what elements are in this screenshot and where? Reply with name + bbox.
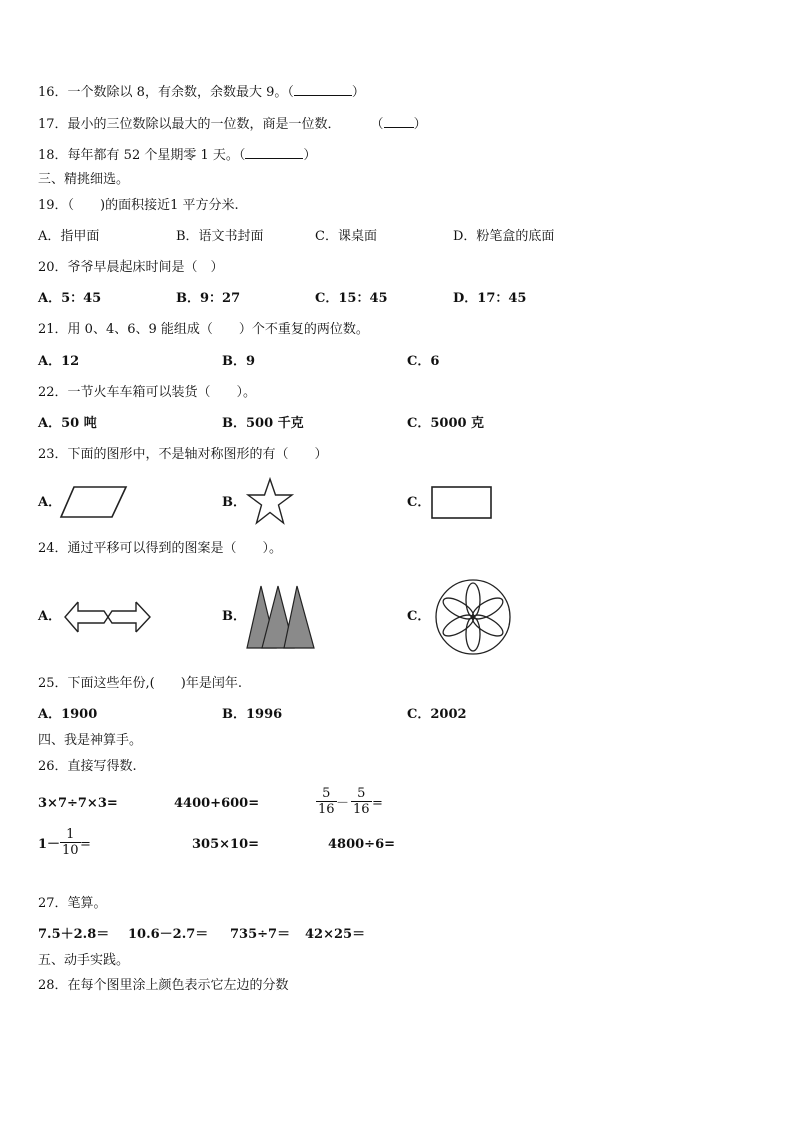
q21-option-b[interactable]: B．9	[222, 354, 256, 369]
q19-option-a[interactable]: A．指甲面	[38, 229, 100, 244]
question-21-text: 21．用 0、4、6、9 能组成（ ）个不重复的两位数。	[38, 322, 369, 337]
question-25-text: 25．下面这些年份,( )年是闰年.	[38, 676, 242, 691]
question-19-text: 19．（ )的面积接近1 平方分米.	[38, 198, 239, 213]
section-3-heading: 三、精挑细选。	[38, 172, 130, 187]
question-28-text: 28．在每个图里涂上颜色表示它左边的分数	[38, 978, 289, 993]
fraction: $\frac{5}{16}$	[353, 786, 370, 817]
calc-expr-5: 305×10=	[192, 837, 260, 852]
fraction: $\frac{1}{10}$	[62, 827, 79, 858]
circle-flower-pattern	[431, 578, 515, 656]
q21-option-c[interactable]: C．6	[407, 354, 440, 369]
q19-option-b[interactable]: B．语文书封面	[176, 229, 264, 244]
q20-option-b[interactable]: B．9：27	[176, 291, 241, 306]
section-4-heading: 四、我是神算手。	[38, 733, 143, 748]
question-18-text: 18．每年都有 52 个星期零 1 天。（	[38, 148, 246, 163]
q22-option-a[interactable]: A．50 吨	[38, 416, 97, 431]
question-24-text: 24．通过平移可以得到的图案是（ ）。	[38, 541, 283, 556]
q23-option-b[interactable]: B．	[222, 495, 246, 510]
star-shape	[246, 478, 294, 526]
section-5-heading: 五、动手实践。	[38, 953, 130, 968]
rectangle-shape	[431, 486, 493, 520]
q24-option-b[interactable]: B．	[222, 609, 246, 624]
question-16: 16．一个数除以 8，有余数，余数最大 9。（ ）	[38, 85, 365, 100]
answer-blank[interactable]	[384, 115, 414, 128]
question-26-text: 26．直接写得数.	[38, 759, 137, 774]
q20-option-a[interactable]: A．5：45	[38, 291, 102, 306]
q25-option-b[interactable]: B．1996	[222, 707, 283, 722]
fraction: $\frac{5}{16}$	[318, 786, 335, 817]
answer-blank[interactable]	[294, 83, 352, 96]
written-calc-2: 10.6－2.7＝	[128, 927, 209, 942]
q21-option-a[interactable]: A．12	[38, 354, 80, 369]
q20-option-d[interactable]: D．17：45	[453, 291, 527, 306]
question-23-text: 23．下面的图形中，不是轴对称图形的有（ ）	[38, 447, 328, 462]
q25-option-a[interactable]: A．1900	[38, 707, 98, 722]
double-arrow-pattern	[64, 600, 152, 634]
q24-option-c[interactable]: C．	[407, 609, 431, 624]
q22-option-b[interactable]: B．500 千克	[222, 416, 304, 431]
q19-option-c[interactable]: C．课桌面	[315, 229, 377, 244]
q23-option-c[interactable]: C．	[407, 495, 431, 510]
answer-blank[interactable]	[245, 146, 303, 159]
calc-expr-2: 4400+600=	[174, 796, 260, 811]
q23-option-a[interactable]: A．	[38, 495, 62, 510]
question-16-text: 16．一个数除以 8，有余数，余数最大 9。（	[38, 85, 294, 100]
q20-option-c[interactable]: C．15：45	[315, 291, 388, 306]
parallelogram-shape	[60, 486, 128, 520]
q19-option-d[interactable]: D．粉笔盒的底面	[453, 229, 555, 244]
question-20-text: 20．爷爷早晨起床时间是（ ）	[38, 260, 224, 275]
q22-option-c[interactable]: C．5000 克	[407, 416, 485, 431]
written-calc-4: 42×25＝	[305, 927, 366, 942]
q25-option-c[interactable]: C．2002	[407, 707, 467, 722]
written-calc-3: 735÷7＝	[230, 927, 291, 942]
question-17: 17．最小的三位数除以最大的一位数，商是一位数． （ ）	[38, 117, 427, 132]
question-27-text: 27．笔算。	[38, 896, 107, 911]
q24-option-a[interactable]: A．	[38, 609, 62, 624]
calc-expr-1: 3×7÷7×3=	[38, 796, 118, 811]
question-22-text: 22．一节火车车箱可以装货（ ）。	[38, 385, 257, 400]
overlapping-triangles-pattern	[246, 584, 318, 650]
written-calc-1: 7.5＋2.8＝	[38, 927, 110, 942]
question-17-text: 17．最小的三位数除以最大的一位数，商是一位数．	[38, 117, 341, 132]
calc-expr-6: 4800÷6=	[328, 837, 396, 852]
question-18: 18．每年都有 52 个星期零 1 天。（ ）	[38, 148, 317, 163]
